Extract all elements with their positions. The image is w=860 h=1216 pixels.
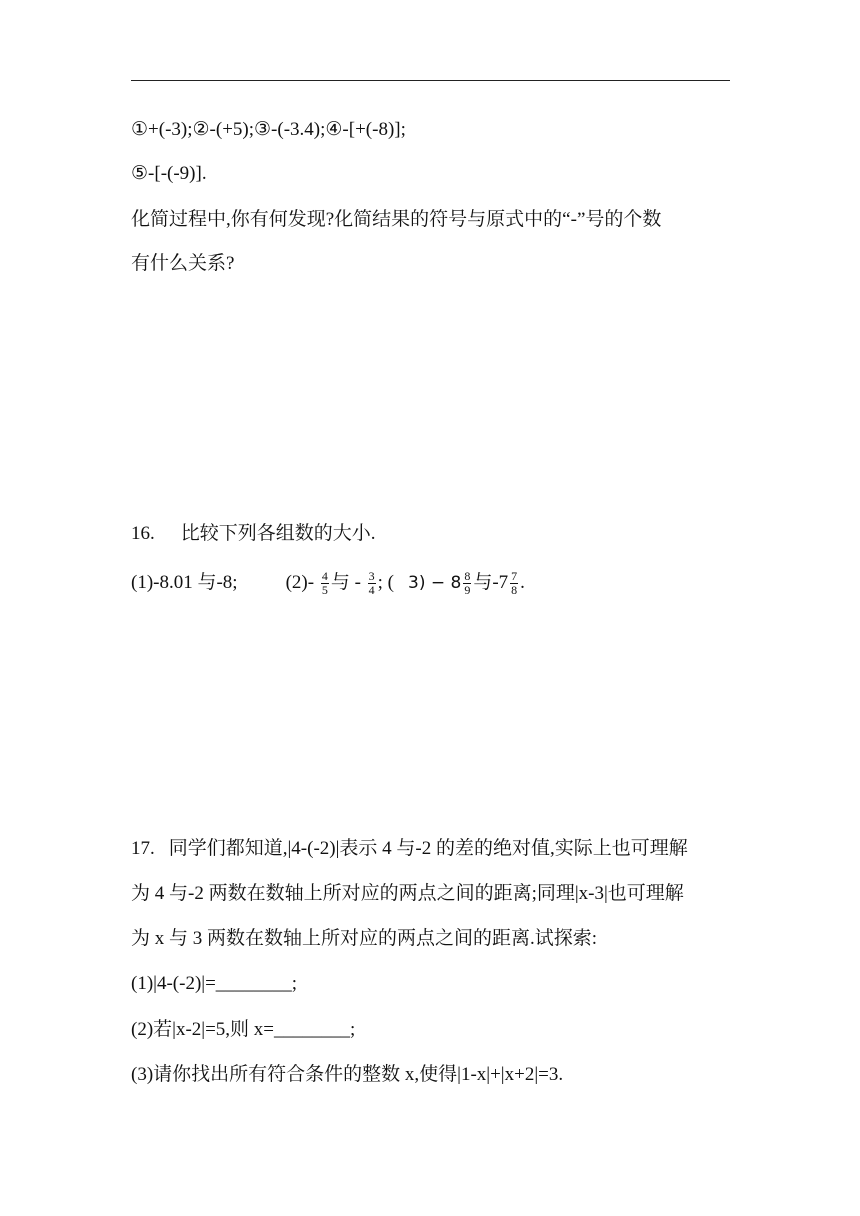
q16-part3-end: .	[520, 572, 525, 593]
q15-question: 化简过程中,你有何发现?化简结果的符号与原式中的“-”号的个数	[131, 209, 662, 230]
fraction-3-4: $\frac{3}{4}$	[368, 569, 375, 598]
q16-part3-mid: 与-7	[473, 572, 509, 593]
q17-part1: (1)|4-(-2)|=________;	[131, 973, 298, 994]
q16-stem	[131, 522, 376, 546]
q17-line1	[131, 837, 688, 861]
fraction-4-5: $\frac{4}{5}$	[321, 569, 328, 598]
q17-part2: (2)若|x-2|=5,则 x=________;	[131, 1019, 356, 1040]
q16-stem-text: 比较下列各组数的大小.	[180, 523, 376, 544]
q16-part2-mid: 与 -	[330, 572, 361, 593]
fraction-7-8: $\frac{7}{8}$	[511, 569, 518, 598]
q16-part2-prefix: (2)-	[285, 572, 315, 593]
q16-part1: (1)-8.01 与-8;	[131, 572, 238, 593]
q17-line2: 为 4 与-2 两数在数轴上所对应的两点之间的距离;同理|x-3|也可理解	[131, 883, 684, 904]
q15-expression-5: ⑤-[-(-9)].	[131, 163, 207, 184]
q16-part2-end: ; (	[377, 572, 395, 593]
q16-parts	[131, 566, 525, 600]
q15-question-cont: 有什么关系?	[131, 253, 235, 274]
q16-number: 16.	[131, 523, 155, 544]
q17-part3: (3)请你找出所有符合条件的整数 x,使得|1-x|+|x+2|=3.	[131, 1064, 564, 1085]
fraction-8-9: $\frac{8}{9}$	[464, 569, 471, 598]
q17-line1-text: 同学们都知道,|4-(-2)|表示 4 与-2 的差的绝对值,实际上也可理解	[168, 838, 688, 859]
q17-number: 17.	[131, 838, 155, 859]
header-rule	[131, 80, 730, 81]
q17-line3: 为 x 与 3 两数在数轴上所对应的两点之间的距离.试探索:	[131, 928, 598, 949]
q15-expressions: ①+(-3);②-(+5);③-(-3.4);④-[+(-8)];	[131, 119, 406, 140]
q16-part3-math: 3) − 8	[408, 573, 462, 593]
